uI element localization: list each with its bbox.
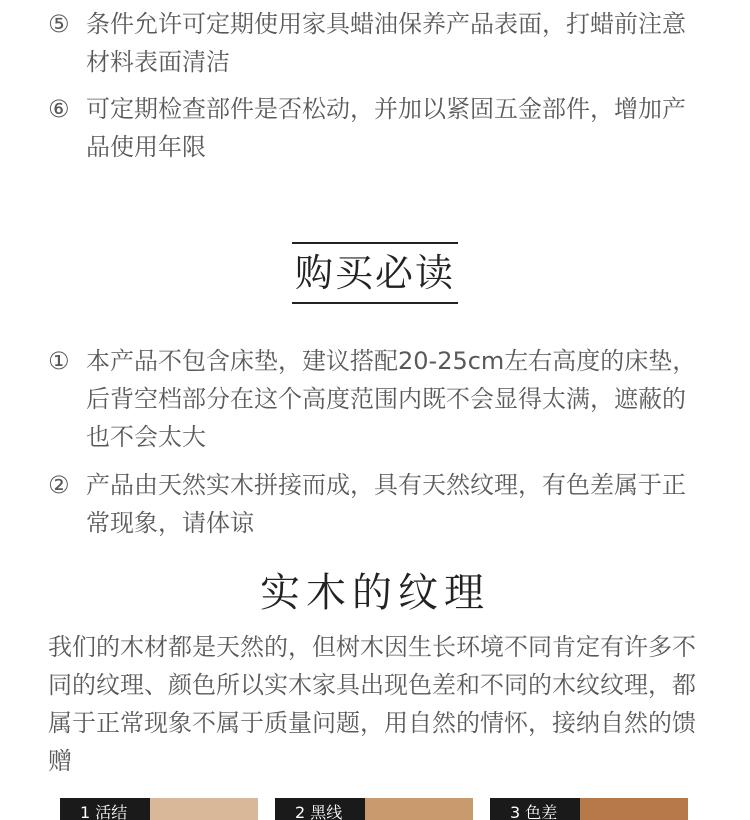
item-text: 条件允许可定期使用家具蜡油保养产品表面，打蜡前注意材料表面清洁 bbox=[86, 10, 686, 76]
item-text: 可定期检查部件是否松动，并加以紧固五金部件，增加产品使用年限 bbox=[86, 95, 686, 161]
sample-label: 1 活结 bbox=[60, 798, 150, 820]
purchase-item-2 bbox=[48, 466, 708, 542]
wood-texture-image bbox=[578, 798, 688, 820]
sample-label: 2 黑线 bbox=[275, 798, 365, 820]
grain-heading: 实木的纹理 bbox=[260, 570, 490, 616]
item-text: 本产品不包含床垫，建议搭配20-25cm左右高度的床垫，后背空档部分在这个高度范围内既不会显得太满，遮蔽的也不会太大 bbox=[86, 347, 697, 451]
wood-sample-color-difference bbox=[490, 798, 688, 820]
item-number: ② bbox=[48, 471, 70, 499]
item-number: ⑤ bbox=[48, 10, 70, 38]
item-number: ⑥ bbox=[48, 95, 70, 123]
purchase-heading: 购买必读 bbox=[292, 242, 458, 304]
care-item-5 bbox=[48, 5, 708, 81]
sample-label: 3 色差 bbox=[490, 798, 580, 820]
care-item-6 bbox=[48, 90, 708, 166]
wood-sample-knot bbox=[60, 798, 258, 820]
wood-sample-strip bbox=[0, 798, 750, 820]
item-text: 产品由天然实木拼接而成，具有天然纹理，有色差属于正常现象，请体谅 bbox=[86, 471, 686, 537]
purchase-item-1 bbox=[48, 342, 708, 456]
grain-paragraph: 我们的木材都是天然的，但树木因生长环境不同肯定有许多不同的纹理、颜色所以实木家具出现色差和不同的木纹纹理，都属于正常现象不属于质量问题，用自然的情怀，接纳自然的馈赠 bbox=[48, 633, 696, 775]
wood-texture-image bbox=[148, 798, 258, 820]
item-number: ① bbox=[48, 347, 70, 375]
wood-sample-black-line bbox=[275, 798, 473, 820]
wood-texture-image bbox=[363, 798, 473, 820]
